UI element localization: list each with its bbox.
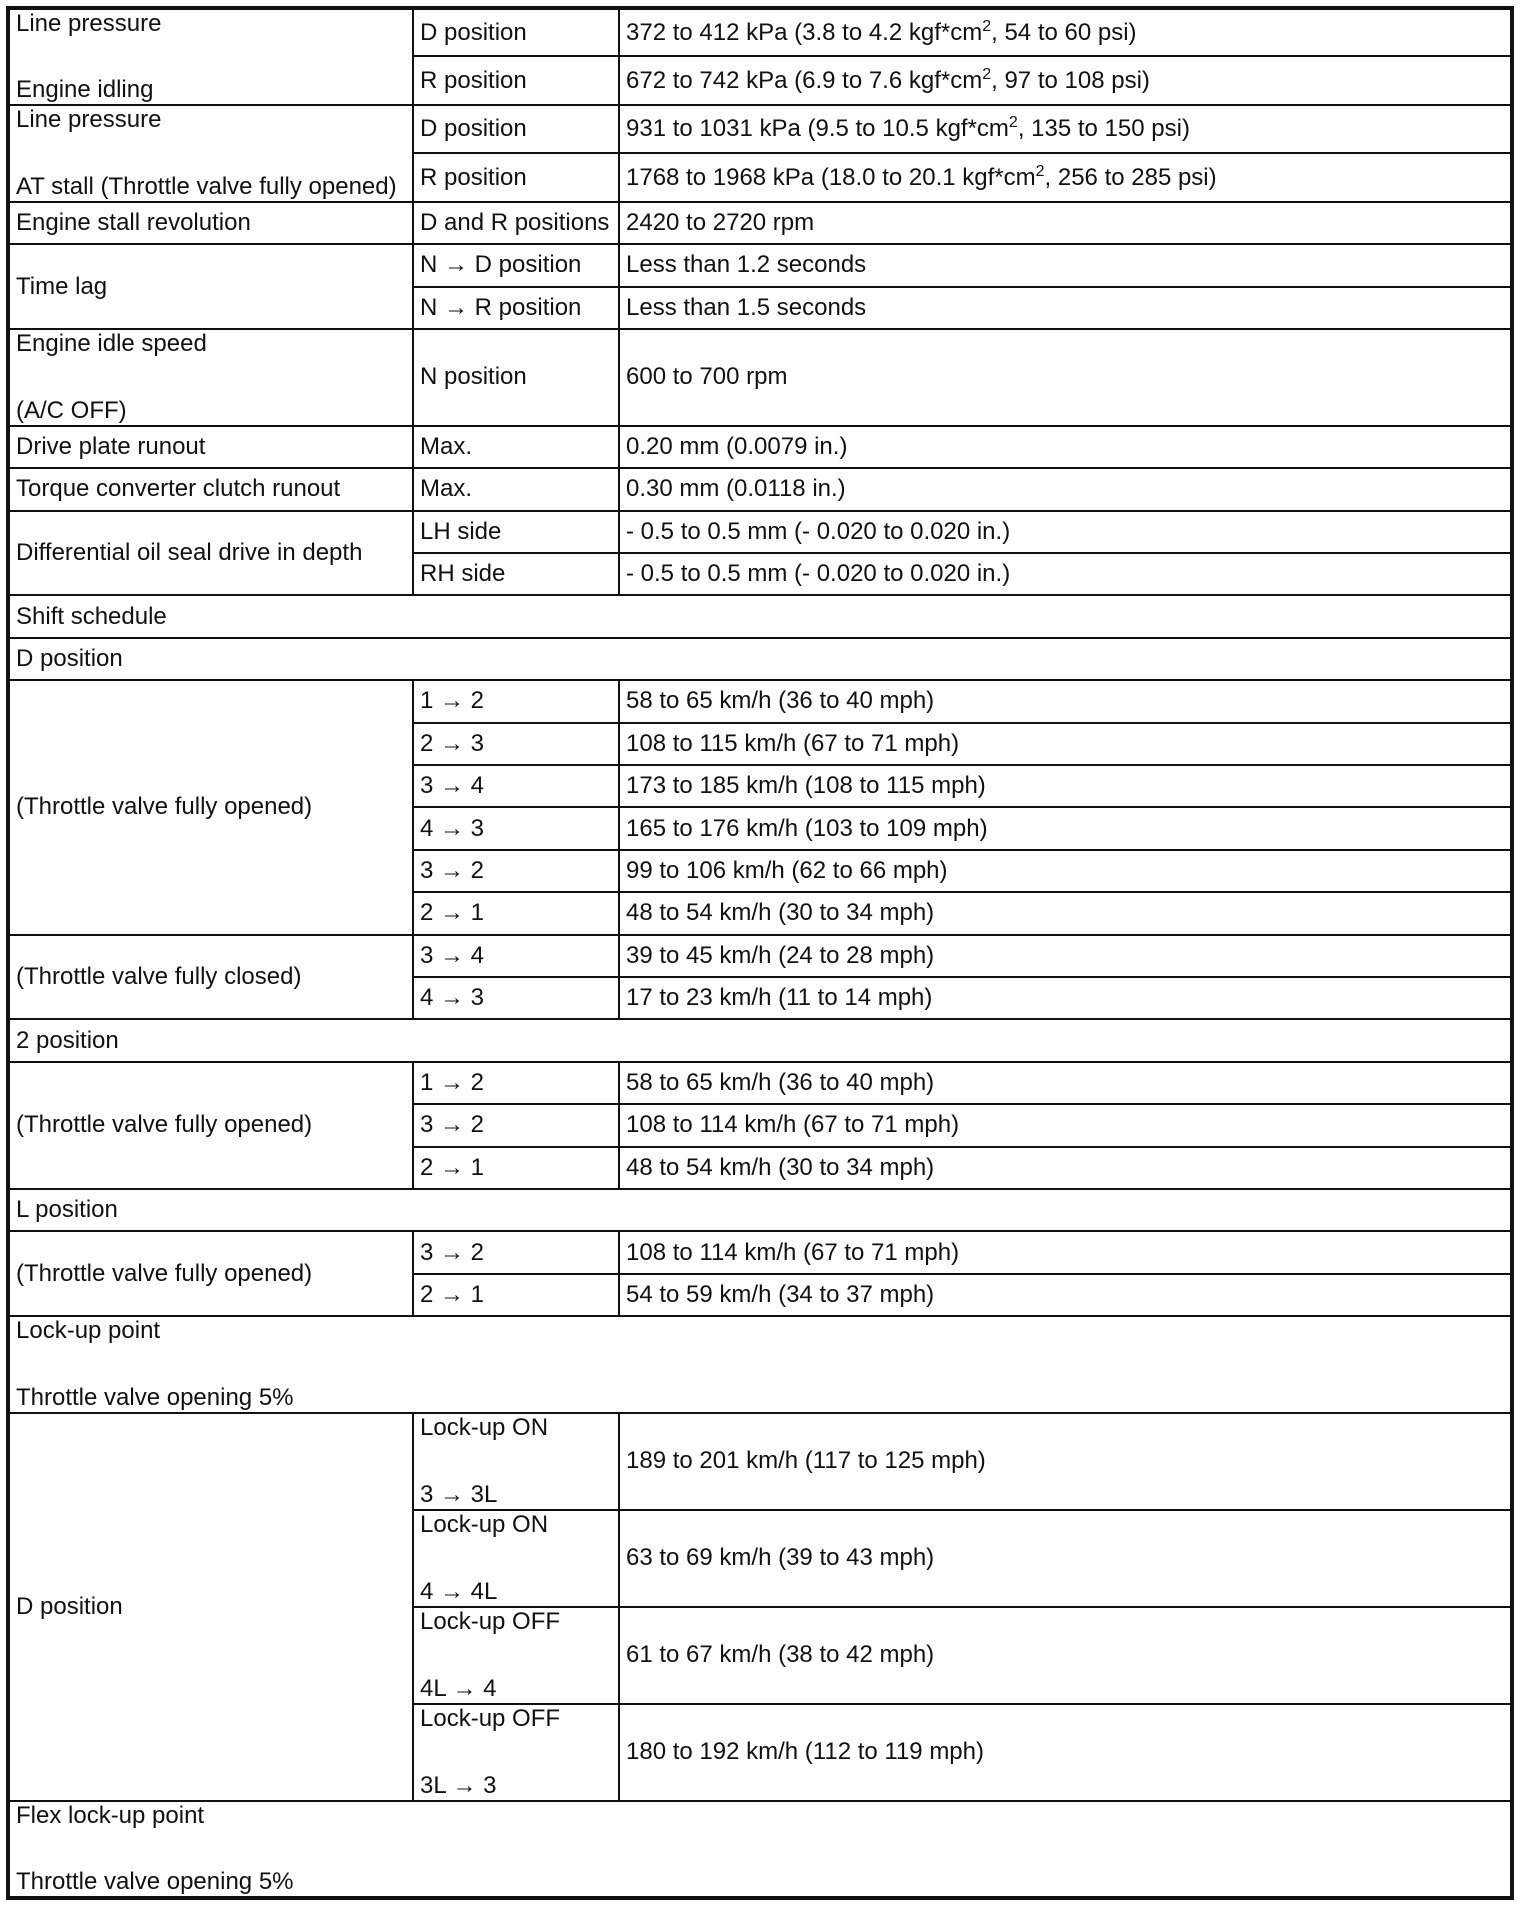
shift-cell: Lock-up ON 4 → 4L: [413, 1510, 619, 1607]
table-row: [8, 8, 1512, 56]
value-cell: Less than 1.2 seconds: [619, 244, 1512, 286]
value-cell: 1768 to 1968 kPa (18.0 to 20.1 $kgf*cm^2$, 256 to 285 psi): [619, 153, 1512, 201]
spec-label: Torque converter clutch runout: [8, 468, 413, 510]
section-heading: L position: [8, 1189, 1512, 1231]
spec-table: [6, 6, 1514, 1900]
table-row: [8, 1801, 1512, 1898]
value-cell: 17 to 23 km/h (11 to 14 mph): [619, 977, 1512, 1019]
value-cell: 2420 to 2720 rpm: [619, 202, 1512, 244]
value-cell: - 0.5 to 0.5 mm (- 0.020 to 0.020 in.): [619, 553, 1512, 595]
table-row: [8, 511, 1512, 553]
table-row: [8, 1062, 1512, 1104]
value-cell: 173 to 185 km/h (108 to 115 mph): [619, 765, 1512, 807]
shift-cell: Lock-up OFF 3L → 3: [413, 1704, 619, 1801]
section-heading: Shift schedule: [8, 595, 1512, 637]
table-row: [8, 1231, 1512, 1273]
shift-cell: 4 → 3: [413, 977, 619, 1019]
table-row: [8, 680, 1512, 722]
spec-label: Drive plate runout: [8, 426, 413, 468]
shift-cell: Lock-up ON 3 → 3L: [413, 1413, 619, 1510]
table-row: [8, 244, 1512, 286]
shift-cell: 2 → 1: [413, 1147, 619, 1189]
table-row: [8, 1413, 1512, 1510]
table-row: [8, 638, 1512, 680]
shift-cell: 4 → 3: [413, 807, 619, 849]
table-row: [8, 1019, 1512, 1061]
table-row: [8, 1189, 1512, 1231]
condition-cell: D position: [413, 105, 619, 153]
section-heading: 2 position: [8, 1019, 1512, 1061]
condition-cell: LH side: [413, 511, 619, 553]
condition-cell: R position: [413, 56, 619, 104]
condition-cell: D position: [413, 8, 619, 56]
spec-label: Time lag: [8, 244, 413, 329]
condition-cell: Max.: [413, 426, 619, 468]
value-cell: 48 to 54 km/h (30 to 34 mph): [619, 892, 1512, 934]
condition-cell: RH side: [413, 553, 619, 595]
condition-cell: N position: [413, 329, 619, 426]
table-row: [8, 595, 1512, 637]
shift-cell: 1 → 2: [413, 1062, 619, 1104]
condition-cell: Max.: [413, 468, 619, 510]
section-heading: Flex lock-up point Throttle valve opening 5%: [8, 1801, 1512, 1898]
table-row: [8, 468, 1512, 510]
shift-cell: 2 → 1: [413, 1274, 619, 1316]
value-cell: 189 to 201 km/h (117 to 125 mph): [619, 1413, 1512, 1510]
spec-label: (Throttle valve fully opened): [8, 680, 413, 934]
section-heading: D position: [8, 638, 1512, 680]
spec-label: (Throttle valve fully opened): [8, 1231, 413, 1316]
value-cell: 54 to 59 km/h (34 to 37 mph): [619, 1274, 1512, 1316]
condition-cell: D and R positions: [413, 202, 619, 244]
spec-label: (Throttle valve fully opened): [8, 1062, 413, 1189]
shift-cell: 3 → 4: [413, 765, 619, 807]
value-cell: 39 to 45 km/h (24 to 28 mph): [619, 935, 1512, 977]
shift-cell: 2 → 3: [413, 723, 619, 765]
table-row: [8, 426, 1512, 468]
table-row: [8, 329, 1512, 426]
value-cell: 108 to 114 km/h (67 to 71 mph): [619, 1104, 1512, 1146]
condition-cell: N → R position: [413, 287, 619, 329]
shift-cell: Lock-up OFF 4L → 4: [413, 1607, 619, 1704]
shift-cell: 3 → 2: [413, 850, 619, 892]
value-cell: 372 to 412 kPa (3.8 to 4.2 $kgf*cm^2$, 54 to 60 psi): [619, 8, 1512, 56]
spec-label: Line pressure AT stall (Throttle valve fully opened): [8, 105, 413, 202]
spec-label: Differential oil seal drive in depth: [8, 511, 413, 596]
spec-label: Engine idle speed (A/C OFF): [8, 329, 413, 426]
value-cell: 672 to 742 kPa (6.9 to 7.6 $kgf*cm^2$, 97 to 108 psi): [619, 56, 1512, 104]
spec-label: Line pressure Engine idling: [8, 8, 413, 105]
shift-cell: 3 → 2: [413, 1231, 619, 1273]
table-row: [8, 202, 1512, 244]
value-cell: 61 to 67 km/h (38 to 42 mph): [619, 1607, 1512, 1704]
condition-cell: R position: [413, 153, 619, 201]
shift-cell: 3 → 4: [413, 935, 619, 977]
value-cell: 180 to 192 km/h (112 to 119 mph): [619, 1704, 1512, 1801]
value-cell: 108 to 115 km/h (67 to 71 mph): [619, 723, 1512, 765]
value-cell: Less than 1.5 seconds: [619, 287, 1512, 329]
table-row: [8, 935, 1512, 977]
value-cell: 108 to 114 km/h (67 to 71 mph): [619, 1231, 1512, 1273]
shift-cell: 1 → 2: [413, 680, 619, 722]
spec-label: D position: [8, 1413, 413, 1801]
section-heading: Lock-up point Throttle valve opening 5%: [8, 1316, 1512, 1413]
value-cell: 931 to 1031 kPa (9.5 to 10.5 $kgf*cm^2$, 135 to 150 psi): [619, 105, 1512, 153]
spec-label: Engine stall revolution: [8, 202, 413, 244]
value-cell: - 0.5 to 0.5 mm (- 0.020 to 0.020 in.): [619, 511, 1512, 553]
shift-cell: 3 → 2: [413, 1104, 619, 1146]
table-row: [8, 105, 1512, 153]
table-row: [8, 1316, 1512, 1413]
value-cell: 0.20 mm (0.0079 in.): [619, 426, 1512, 468]
value-cell: 0.30 mm (0.0118 in.): [619, 468, 1512, 510]
value-cell: 48 to 54 km/h (30 to 34 mph): [619, 1147, 1512, 1189]
value-cell: 58 to 65 km/h (36 to 40 mph): [619, 1062, 1512, 1104]
value-cell: 165 to 176 km/h (103 to 109 mph): [619, 807, 1512, 849]
shift-cell: 2 → 1: [413, 892, 619, 934]
value-cell: 600 to 700 rpm: [619, 329, 1512, 426]
condition-cell: N → D position: [413, 244, 619, 286]
value-cell: 58 to 65 km/h (36 to 40 mph): [619, 680, 1512, 722]
spec-label: (Throttle valve fully closed): [8, 935, 413, 1020]
value-cell: 99 to 106 km/h (62 to 66 mph): [619, 850, 1512, 892]
value-cell: 63 to 69 km/h (39 to 43 mph): [619, 1510, 1512, 1607]
